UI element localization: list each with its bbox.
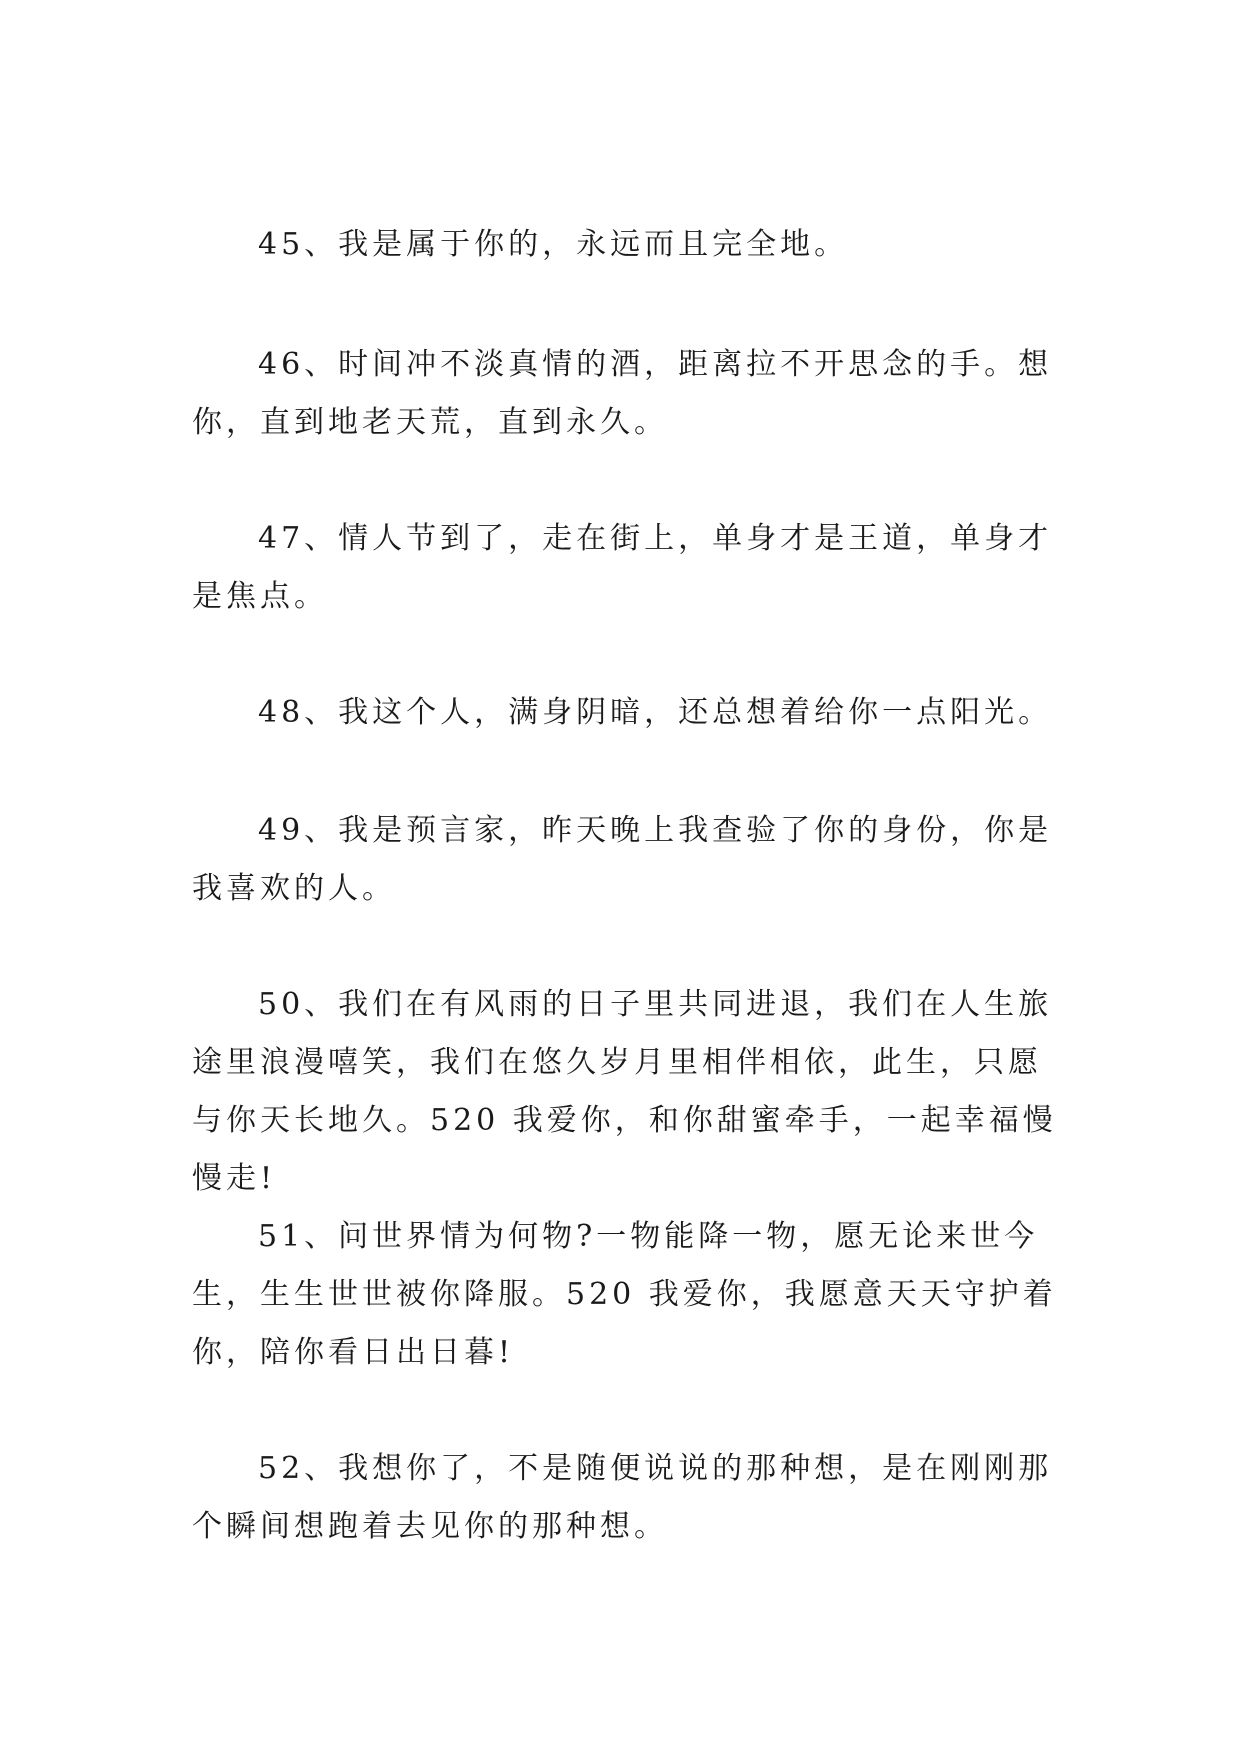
paragraph-45: 45、我是属于你的，永远而且完全地。 (258, 227, 849, 262)
paragraph-49: 49、我是预言家，昨天晚上我查验了你的身份，你是我喜欢的人。 (192, 813, 1053, 906)
paragraph-46: 46、时间冲不淡真情的酒，距离拉不开思念的手。想你，直到地老天荒，直到永久。 (192, 347, 1053, 440)
paragraph-52: 52、我想你了，不是随便说说的那种想，是在刚刚那个瞬间想跑着去见你的那种想。 (192, 1451, 1053, 1544)
paragraph-51: 51、问世界情为何物?一物能降一物，愿无论来世今生，生生世世被你降服。520 我爱你，我愿意天天守护着你，陪你看日出日暮! (192, 1219, 1057, 1370)
paragraph-48: 48、我这个人，满身阴暗，还总想着给你一点阳光。 (258, 695, 1053, 730)
paragraph-50: 50、我们在有风雨的日子里共同进退，我们在人生旅途里浪漫嘻笑，我们在悠久岁月里相伴相依，此生，只愿与你天长地久。520 我爱你，和你甜蜜牵手，一起幸福慢慢走! (192, 987, 1057, 1196)
paragraph-47: 47、情人节到了，走在街上，单身才是王道，单身才是焦点。 (192, 521, 1053, 614)
